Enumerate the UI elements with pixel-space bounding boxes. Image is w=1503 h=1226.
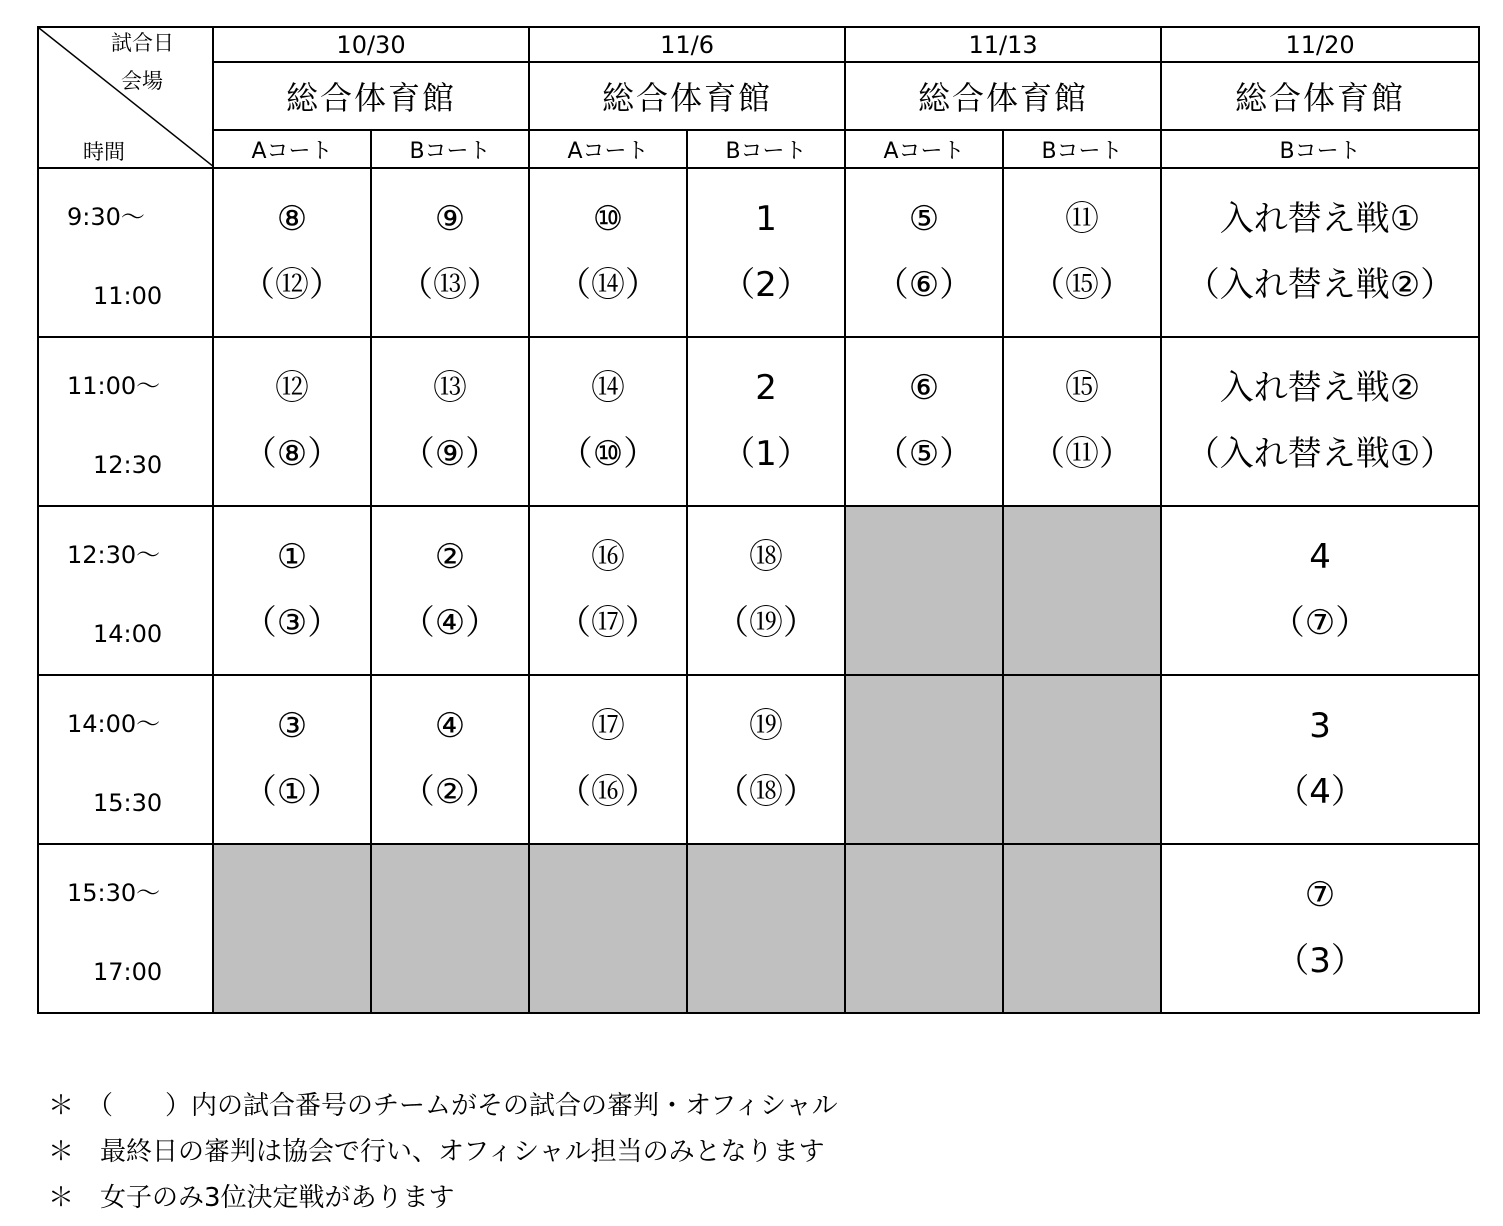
empty-slot-cell [213,844,371,1013]
match-number: ⑩ [592,199,624,240]
match-cell [371,168,529,337]
empty-slot-cell [845,506,1003,675]
match-cell [1161,337,1479,506]
match-cell [1161,675,1479,844]
referee-team: （②） [400,771,500,812]
match-number: ② [434,537,466,578]
referee-team: （①） [242,771,342,812]
venue-header: 総合体育館 [213,62,529,130]
time-slot-row [38,675,1479,844]
match-cell [529,168,687,337]
match-number: ⑦ [1304,875,1336,916]
empty-slot-cell [845,675,1003,844]
referee-team: （入れ替え戦②） [1185,264,1455,305]
match-cell [371,337,529,506]
time-start: 14:00～ [67,710,161,738]
court-header: Aコート [213,130,371,168]
match-cell [213,168,371,337]
note-line: ＊ 最終日の審判は協会で行い、オフィシャル担当のみとなります [48,1137,825,1167]
match-number: ⑲ [749,706,784,747]
venue-header: 総合体育館 [529,62,845,130]
court-header: Bコート [371,130,529,168]
match-number: 4 [1309,537,1331,578]
match-cell [845,337,1003,506]
match-number: ③ [276,706,308,747]
empty-slot-cell [1003,675,1161,844]
time-start: 15:30～ [67,879,161,907]
referee-team: （④） [400,602,500,643]
time-range-cell [38,675,213,844]
date-header: 11/20 [1161,27,1479,62]
empty-slot-cell [687,844,845,1013]
match-cell [371,675,529,844]
time-slot-row [38,506,1479,675]
empty-slot-cell [371,844,529,1013]
match-cell [1003,337,1161,506]
time-slot-row [38,337,1479,506]
referee-team: （入れ替え戦①） [1185,433,1455,474]
match-number: ⑬ [433,368,467,409]
match-number: 入れ替え戦② [1219,368,1421,409]
match-number: ⑨ [434,199,466,240]
match-cell [687,337,845,506]
match-cell [1161,844,1479,1013]
empty-slot-cell [1003,844,1161,1013]
note-line: ＊ 女子のみ3位決定戦があります [48,1183,455,1213]
date-header: 10/30 [213,27,529,62]
empty-slot-cell [1003,506,1161,675]
time-start: 12:30～ [67,541,161,569]
referee-team: （⑮） [1031,264,1134,305]
time-end: 15:30 [93,789,163,817]
match-cell [213,506,371,675]
time-range-cell [38,844,213,1013]
match-number: ⑪ [1065,199,1100,240]
empty-slot-cell [529,844,687,1013]
referee-team: （⑩） [558,433,658,474]
match-cell [1161,168,1479,337]
match-schedule-table [37,26,1480,1014]
match-number: ⑭ [591,368,626,409]
referee-team: （⑱） [715,771,818,812]
match-number: ④ [434,706,466,747]
time-range-cell [38,168,213,337]
referee-team: （⑨） [400,433,500,474]
match-number: ⑰ [591,706,626,747]
court-header: Bコート [687,130,845,168]
referee-team: （⑰） [557,602,660,643]
referee-team: （⑲） [715,602,818,643]
corner-label-date: 試合日 [111,31,174,55]
time-start: 9:30～ [67,203,145,231]
referee-team: （⑥） [874,264,974,305]
time-range-cell [38,337,213,506]
match-cell [687,506,845,675]
match-cell [371,506,529,675]
time-end: 17:00 [93,958,163,986]
match-number: ⑮ [1065,368,1100,409]
venue-header: 総合体育館 [1161,62,1479,130]
referee-team: （2） [721,264,811,305]
date-header: 11/6 [529,27,845,62]
time-range-cell [38,506,213,675]
match-cell [687,675,845,844]
referee-team: （⑫） [241,264,343,305]
match-number: 1 [755,199,777,240]
match-cell [213,675,371,844]
match-number: 2 [755,368,777,409]
referee-team: （⑭） [557,264,660,305]
venue-header: 総合体育館 [845,62,1161,130]
time-start: 11:00～ [67,372,161,400]
match-cell [1003,168,1161,337]
referee-team: （③） [242,602,342,643]
notes-section [48,1083,838,1221]
court-header: Bコート [1161,130,1479,168]
time-slot-row [38,844,1479,1013]
match-cell [529,506,687,675]
match-number: ① [276,537,308,578]
corner-label-venue: 会場 [121,69,163,93]
corner-label-time: 時間 [83,140,125,164]
date-header: 11/13 [845,27,1161,62]
time-end: 11:00 [93,282,163,310]
referee-team: （⑪） [1031,433,1134,474]
referee-team: （⑧） [242,433,342,474]
match-number: ⑤ [908,199,940,240]
referee-team: （4） [1275,771,1365,812]
referee-team: （1） [721,433,811,474]
match-number: ⑥ [908,368,940,409]
referee-team: （⑤） [874,433,974,474]
time-end: 12:30 [93,451,163,479]
match-cell [687,168,845,337]
match-number: ⑯ [591,537,626,578]
match-cell [529,675,687,844]
time-slot-row [38,168,1479,337]
empty-slot-cell [845,844,1003,1013]
referee-team: （⑬） [399,264,501,305]
time-end: 14:00 [93,620,163,648]
court-header: Aコート [845,130,1003,168]
match-cell [529,337,687,506]
match-number: 3 [1309,706,1331,747]
corner-header-cell [38,27,213,168]
match-number: ⑫ [275,368,309,409]
referee-team: （3） [1275,940,1365,981]
match-number: ⑧ [276,199,308,240]
match-cell [845,168,1003,337]
court-header: Aコート [529,130,687,168]
match-cell [1161,506,1479,675]
match-cell [213,337,371,506]
note-line: ＊ （ ）内の試合番号のチームがその試合の審判・オフィシャル [48,1091,838,1121]
court-header: Bコート [1003,130,1161,168]
match-number: ⑱ [749,537,784,578]
match-number: 入れ替え戦① [1219,199,1421,240]
referee-team: （⑯） [557,771,660,812]
referee-team: （⑦） [1270,602,1370,643]
